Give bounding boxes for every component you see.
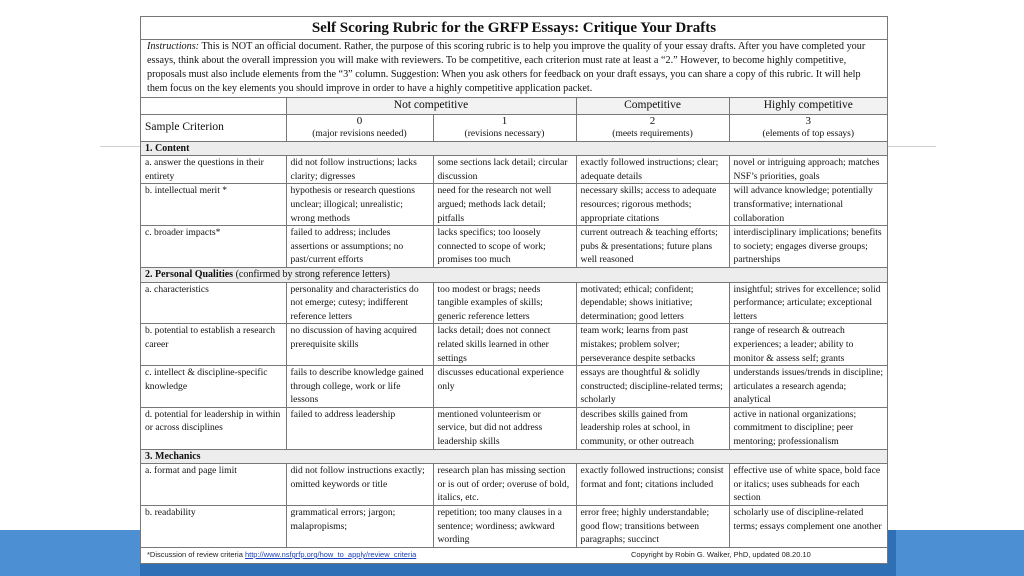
score-3-cell: range of research & outreach experiences; a leader; ability to monitor & assess self; grants bbox=[729, 324, 887, 366]
criterion-cell: c. intellect & discipline-specific knowledge bbox=[141, 366, 286, 408]
section-row-mechanics bbox=[141, 449, 887, 464]
criterion-cell: b. readability bbox=[141, 506, 286, 548]
score-2-cell: error free; highly understandable; good flow; transitions between paragraphs; succinct bbox=[576, 506, 729, 548]
score-2-cell: exactly followed instructions; clear; adequate details bbox=[576, 156, 729, 184]
table-row bbox=[141, 226, 887, 268]
score-0-cell: no discussion of having acquired prerequisite skills bbox=[286, 324, 433, 366]
score-description: (meets requirements) bbox=[612, 128, 693, 139]
bar-accent-right bbox=[896, 530, 1024, 576]
criterion-cell: a. characteristics bbox=[141, 282, 286, 324]
group-highly-competitive: Highly competitive bbox=[729, 98, 887, 114]
score-3-cell: will advance knowledge; potentially transformative; international collaboration bbox=[729, 184, 887, 226]
score-1-cell: discusses educational experience only bbox=[433, 366, 576, 408]
score-0-cell: failed to address; includes assertions or assumptions; no past/current efforts bbox=[286, 226, 433, 268]
score-description: (major revisions needed) bbox=[312, 128, 407, 139]
score-0-header bbox=[286, 114, 433, 141]
criterion-cell: a. format and page limit bbox=[141, 464, 286, 506]
decor-line-left bbox=[100, 146, 140, 147]
section-title-cell bbox=[141, 449, 887, 464]
instructions-label: Instructions: bbox=[147, 41, 200, 52]
table-row bbox=[141, 282, 887, 324]
section-title: 3. Mechanics bbox=[145, 450, 201, 462]
rubric-table bbox=[141, 98, 887, 548]
section-row-content bbox=[141, 141, 887, 156]
section-title-cell bbox=[141, 141, 887, 156]
score-3-header bbox=[729, 114, 887, 141]
score-number: 1 bbox=[501, 114, 508, 127]
footer-reference bbox=[147, 550, 416, 559]
table-row bbox=[141, 407, 887, 449]
score-number: 0 bbox=[356, 114, 363, 127]
score-2-cell: team work; learns from past mistakes; problem solver; perseverance despite setbacks bbox=[576, 324, 729, 366]
score-2-cell: current outreach & teaching efforts; pubs & presentations; future plans well reasoned bbox=[576, 226, 729, 268]
page-title: Self Scoring Rubric for the GRFP Essays: Critique Your Drafts bbox=[141, 17, 887, 40]
score-0-cell: grammatical errors; jargon; malapropisms; bbox=[286, 506, 433, 548]
score-0-cell: fails to describe knowledge gained through college, work or life lessons bbox=[286, 366, 433, 408]
score-0-cell: personality and characteristics do not emerge; cutesy; indifferent reference letters bbox=[286, 282, 433, 324]
score-header-row bbox=[141, 114, 887, 141]
criterion-cell: b. intellectual merit * bbox=[141, 184, 286, 226]
score-3-cell: insightful; strives for excellence; solid performance; articulate; exceptional letters bbox=[729, 282, 887, 324]
section-title-cell bbox=[141, 267, 887, 282]
score-description: (elements of top essays) bbox=[762, 128, 855, 139]
table-row bbox=[141, 464, 887, 506]
score-0-cell: hypothesis or research questions unclear; illogical; unrealistic; wrong methods bbox=[286, 184, 433, 226]
criterion-cell: a. answer the questions in their entirety bbox=[141, 156, 286, 184]
score-1-cell: too modest or brags; needs tangible examples of skills; generic reference letters bbox=[433, 282, 576, 324]
score-number: 2 bbox=[649, 114, 656, 127]
group-header-blank bbox=[141, 98, 286, 114]
score-1-cell: research plan has missing section or is out of order; overuse of bold, italics, etc. bbox=[433, 464, 576, 506]
table-row bbox=[141, 184, 887, 226]
score-3-cell: scholarly use of discipline-related terms; essays complement one another bbox=[729, 506, 887, 548]
score-2-cell: necessary skills; access to adequate resources; rigorous methods; appropriate citations bbox=[576, 184, 729, 226]
section-title: 1. Content bbox=[145, 142, 190, 154]
score-2-header bbox=[576, 114, 729, 141]
score-2-cell: describes skills gained from leadership roles at school, in community, or other outreach bbox=[576, 407, 729, 449]
score-1-cell: some sections lack detail; circular discussion bbox=[433, 156, 576, 184]
score-3-cell: novel or intriguing approach; matches NSF’s priorities, goals bbox=[729, 156, 887, 184]
section-row-personal-qualities bbox=[141, 267, 887, 282]
instructions-text: This is NOT an official document. Rather, the purpose of this scoring rubric is to help you improve the quality of your essay drafts. After you have completed your essays, think about the overall impression you will make with reviewers. To be competitive, each criterion must rate at least a “2.” However, to become highly competitive, proposals must also include elements from the “3” column. Suggestion: When you ask others for feedback on your draft essays, you can share a copy of this rubric. It will help them focus on the key elements you should improve in order to have a highly competitive application packet. bbox=[147, 41, 866, 94]
score-2-cell: essays are thoughtful & solidly constructed; discipline-related terms; scholarly bbox=[576, 366, 729, 408]
bar-accent-left bbox=[0, 530, 140, 576]
rubric-document bbox=[140, 16, 888, 564]
score-2-cell: exactly followed instructions; consist format and font; citations included bbox=[576, 464, 729, 506]
score-0-cell: did not follow instructions exactly; omitted keywords or title bbox=[286, 464, 433, 506]
criterion-cell: b. potential to establish a research career bbox=[141, 324, 286, 366]
score-0-cell: did not follow instructions; lacks clarity; digresses bbox=[286, 156, 433, 184]
score-3-cell: active in national organizations; commitment to discipline; peer mentoring; professionalism bbox=[729, 407, 887, 449]
table-row bbox=[141, 324, 887, 366]
criterion-cell: c. broader impacts* bbox=[141, 226, 286, 268]
score-3-cell: effective use of white space, bold face or italics; uses subheads for each section bbox=[729, 464, 887, 506]
table-row bbox=[141, 156, 887, 184]
score-3-cell: understands issues/trends in discipline; articulates a research agenda; analytical bbox=[729, 366, 887, 408]
group-competitive: Competitive bbox=[576, 98, 729, 114]
section-note: (confirmed by strong reference letters) bbox=[233, 268, 390, 280]
score-3-cell: interdisciplinary implications; benefits to society; engages diverse groups; partnerships bbox=[729, 226, 887, 268]
table-row bbox=[141, 366, 887, 408]
review-criteria-link[interactable]: http://www.nsfgrfp.org/how_to_apply/review_criteria bbox=[244, 550, 417, 559]
score-0-cell: failed to address leadership bbox=[286, 407, 433, 449]
group-header-row bbox=[141, 98, 887, 114]
footer-ref-prefix: *Discussion of review criteria bbox=[147, 550, 245, 559]
sample-criterion-header: Sample Criterion bbox=[141, 114, 286, 141]
score-1-cell: mentioned volunteerism or service, but did not address leadership skills bbox=[433, 407, 576, 449]
table-row bbox=[141, 506, 887, 548]
group-not-competitive: Not competitive bbox=[286, 98, 576, 114]
footer bbox=[147, 550, 857, 560]
score-1-cell: repetition; too many clauses in a sentence; wordiness; awkward wording bbox=[433, 506, 576, 548]
score-number: 3 bbox=[805, 114, 812, 127]
score-1-cell: need for the research not well argued; methods lack detail; pitfalls bbox=[433, 184, 576, 226]
score-2-cell: motivated; ethical; confident; dependable; shows initiative; determination; good letters bbox=[576, 282, 729, 324]
score-1-cell: lacks detail; does not connect related skills learned in other settings bbox=[433, 324, 576, 366]
criterion-cell: d. potential for leadership in within or across disciplines bbox=[141, 407, 286, 449]
score-description: (revisions necessary) bbox=[464, 128, 545, 139]
section-title: 2. Personal Qualities bbox=[145, 268, 234, 280]
copyright-text: Copyright by Robin G. Walker, PhD, updated 08.20.10 bbox=[631, 550, 811, 559]
score-1-cell: lacks specifics; too loosely connected to scope of work; promises too much bbox=[433, 226, 576, 268]
decor-line-right bbox=[888, 146, 936, 147]
score-1-header bbox=[433, 114, 576, 141]
instructions bbox=[141, 40, 887, 98]
